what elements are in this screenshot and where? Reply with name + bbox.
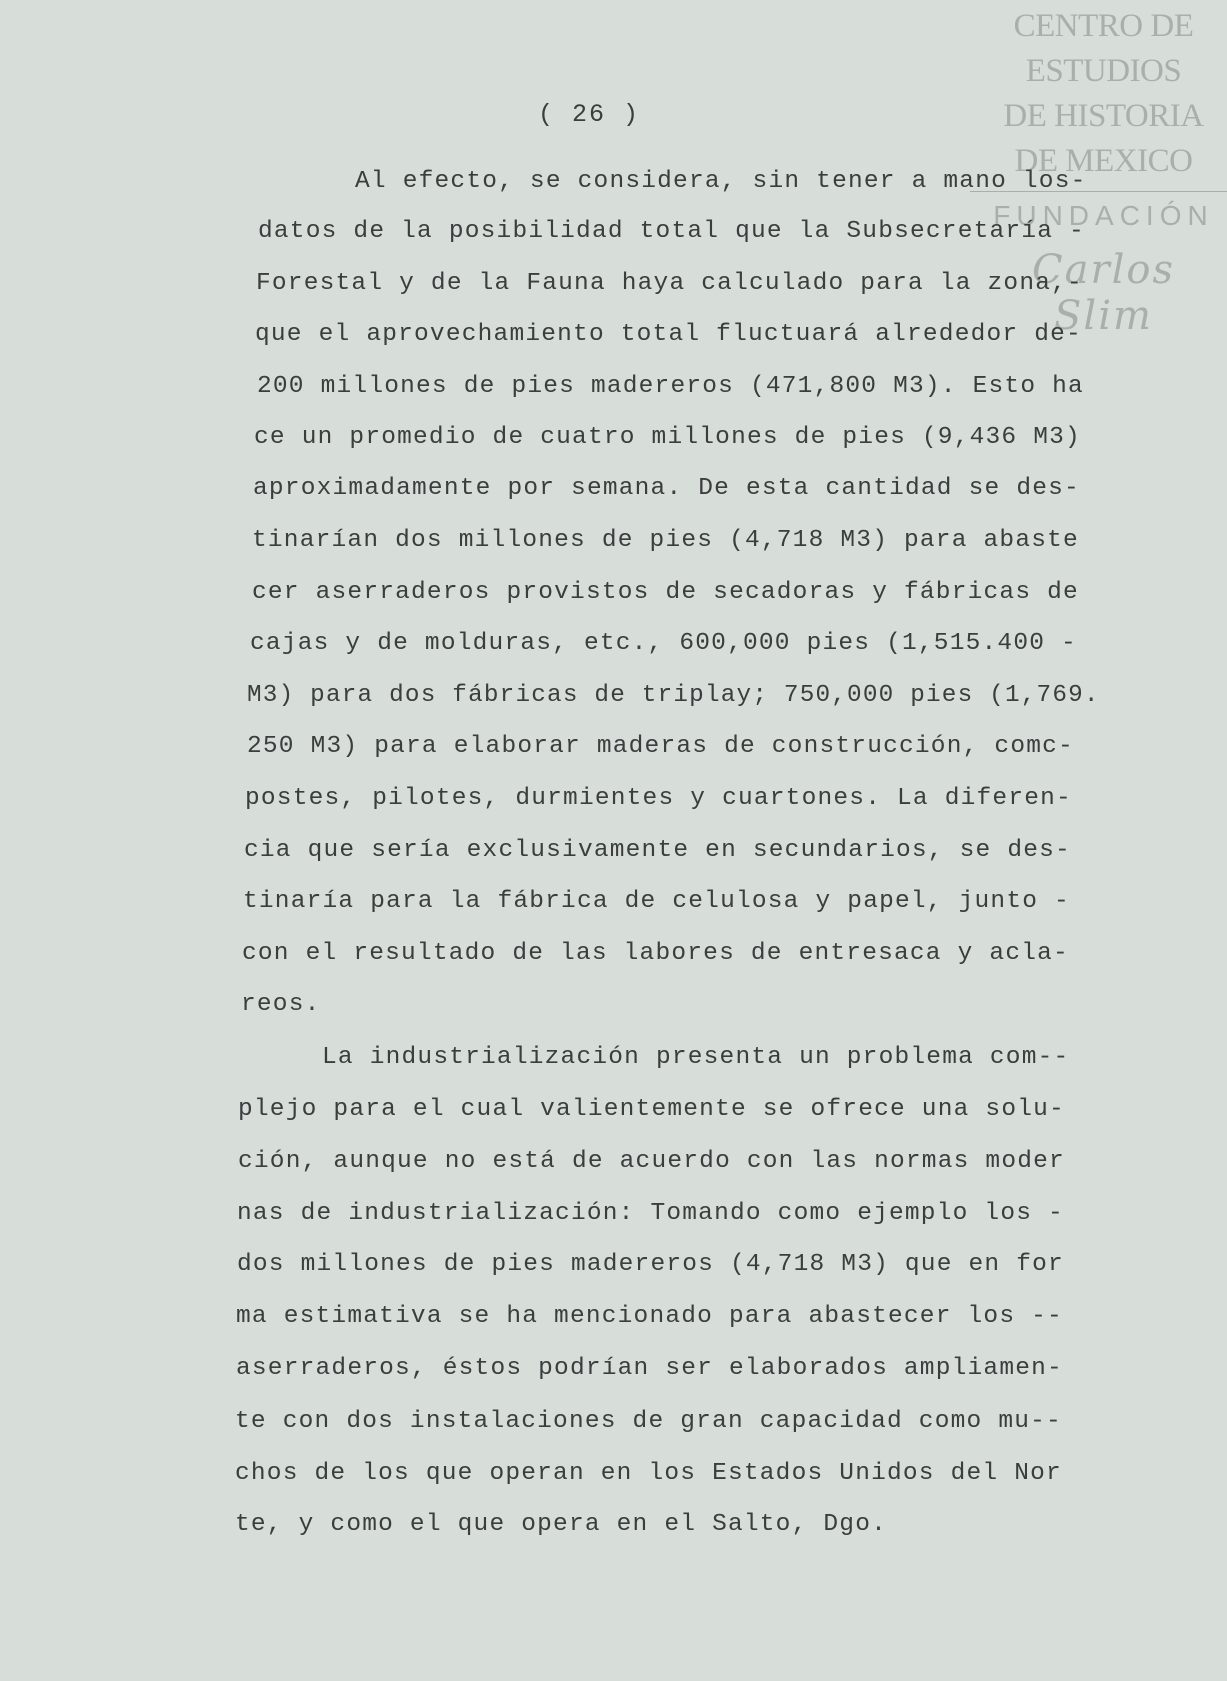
watermark-line: ESTUDIOS	[1025, 53, 1182, 89]
text-line: La industrialización presenta un problema com--	[322, 1044, 1070, 1071]
text-line: ce un promedio de cuatro millones de pies (9,436 M3)	[254, 424, 1081, 451]
text-line: reos.	[241, 991, 321, 1018]
text-line: tinaría para la fábrica de celulosa y papel, junto -	[243, 888, 1070, 915]
page-number: ( 26 )	[538, 100, 641, 129]
text-line: cer aserraderos provistos de secadoras y fábricas de	[252, 579, 1079, 606]
text-line: 200 millones de pies madereros (471,800 M3). Esto ha	[257, 373, 1084, 400]
text-line: datos de la posibilidad total que la Subsecretaría -	[258, 218, 1085, 245]
text-line: Al efecto, se considera, sin tener a mano los-	[355, 168, 1087, 195]
text-line: chos de los que operan en los Estados Unidos del Nor	[235, 1460, 1062, 1487]
text-line: postes, pilotes, durmientes y cuartones. La diferen-	[245, 785, 1072, 812]
text-line: te, y como el que opera en el Salto, Dgo.	[235, 1511, 887, 1538]
text-line: M3) para dos fábricas de triplay; 750,000 pies (1,769.	[247, 682, 1100, 709]
text-line: nas de industrialización: Tomando como ejemplo los -	[237, 1200, 1064, 1227]
text-line: que el aprovechamiento total fluctuará alrededor de-	[255, 321, 1082, 348]
watermark-line: CENTRO DE	[1013, 8, 1194, 44]
watermark-fundacion: FUNDACIÓN	[993, 200, 1214, 231]
watermark-line: DE MEXICO	[1014, 143, 1193, 179]
text-line: con el resultado de las labores de entresaca y acla-	[242, 940, 1069, 967]
text-line: ma estimativa se ha mencionado para abastecer los --	[236, 1303, 1063, 1330]
text-line: Forestal y de la Fauna haya calculado para la zona,-	[256, 270, 1083, 297]
text-line: aserraderos, éstos podrían ser elaborados ampliamen-	[236, 1355, 1063, 1382]
text-line: dos millones de pies madereros (4,718 M3) que en for	[237, 1251, 1064, 1278]
text-line: aproximadamente por semana. De esta cantidad se des-	[253, 475, 1080, 502]
text-line: 250 M3) para elaborar maderas de construcción, comc-	[247, 733, 1074, 760]
watermark-signature: Carlos Slim	[1032, 247, 1175, 339]
text-line: cia que sería exclusivamente en secundarios, se des-	[244, 837, 1071, 864]
text-line: te con dos instalaciones de gran capacidad como mu--	[235, 1408, 1062, 1435]
archive-watermark	[980, 4, 1227, 339]
watermark-line: DE HISTORIA	[1003, 98, 1204, 134]
text-line: tinarían dos millones de pies (4,718 M3) para abaste	[252, 527, 1079, 554]
text-line: plejo para el cual valientemente se ofrece una solu-	[238, 1096, 1065, 1123]
text-line: ción, aunque no está de acuerdo con las normas moder	[238, 1148, 1065, 1175]
text-line: cajas y de molduras, etc., 600,000 pies (1,515.400 -	[250, 630, 1077, 657]
